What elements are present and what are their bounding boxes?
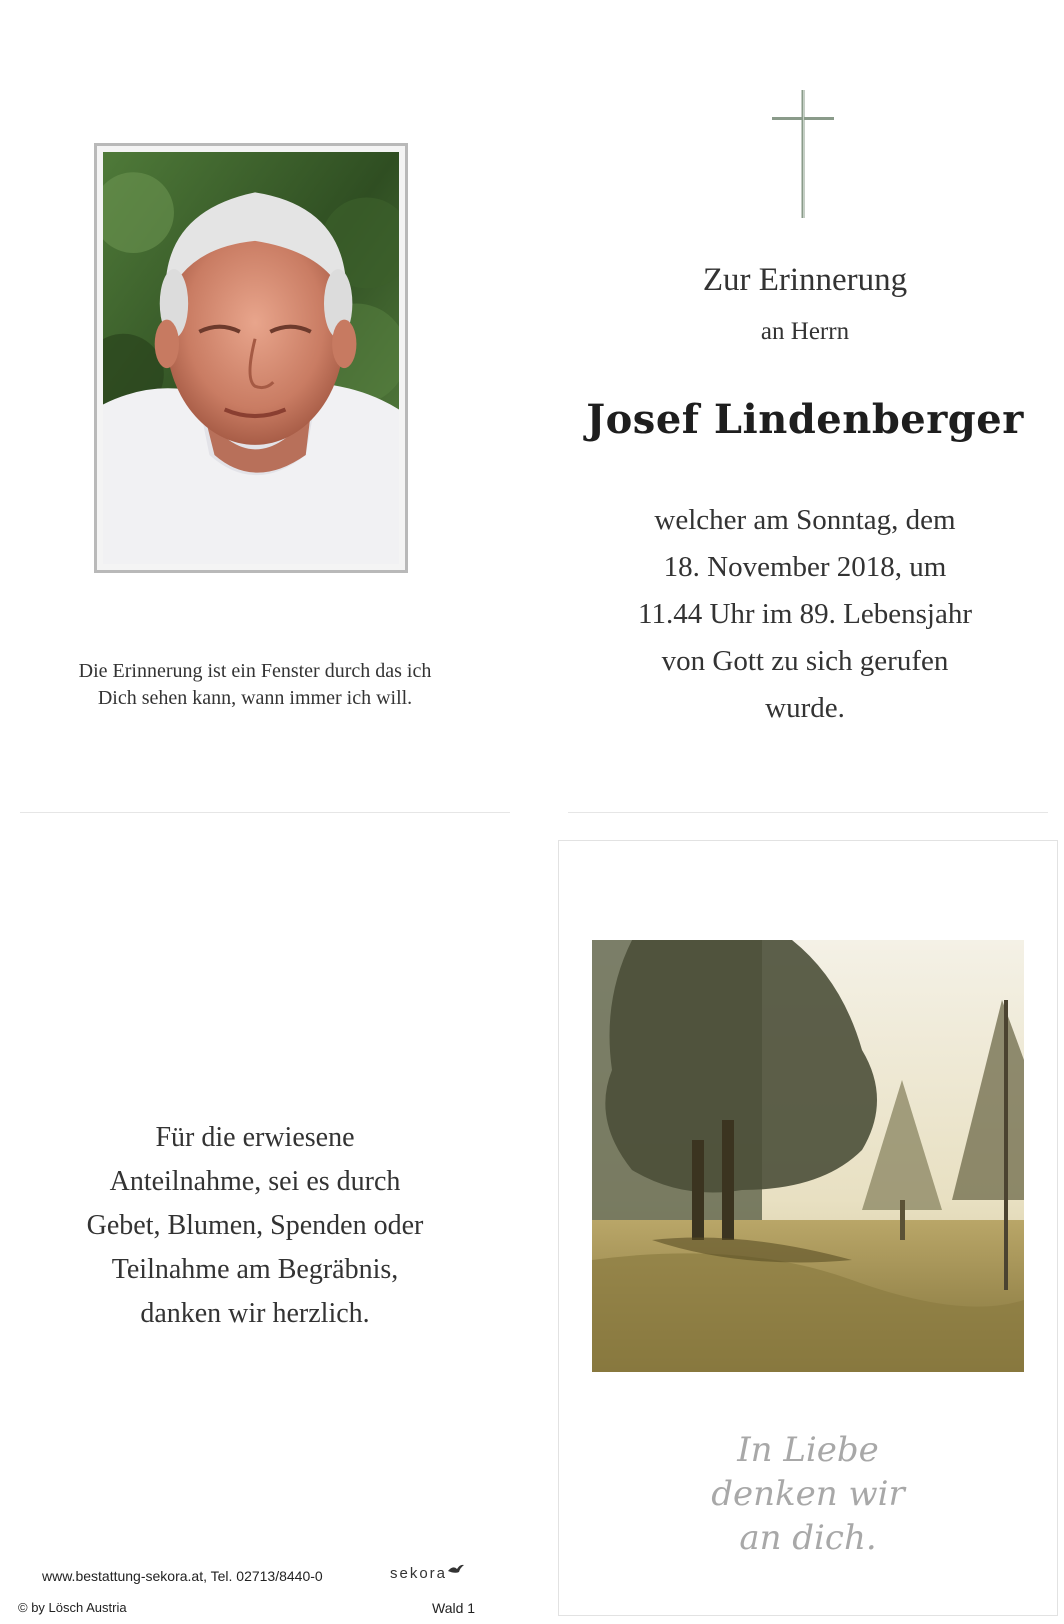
notice-line: wurde. (765, 692, 845, 724)
copyright-notice: © by Lösch Austria (18, 1600, 127, 1615)
notice-line: 11.44 Uhr im 89. Lebensjahr (638, 598, 972, 630)
notice-line: welcher am Sonntag, dem (654, 504, 956, 536)
fold-divider-right (568, 812, 1048, 813)
script-line-2: denken wir (711, 1474, 905, 1514)
memorial-title: Zur Erinnerung (702, 262, 908, 298)
thanks-text (20, 1116, 490, 1336)
thanks-line: Für die erwiesene (155, 1122, 355, 1153)
thanks-line: danken wir herzlich. (140, 1298, 370, 1329)
quote-line-1: Die Erinnerung ist ein Fenster durch das ich (78, 660, 432, 682)
funeral-home-logo: sekora (390, 1565, 448, 1582)
portrait-photo (103, 152, 399, 564)
fold-divider-left (20, 812, 510, 813)
script-line-3: an dich. (739, 1518, 877, 1558)
forest-landscape-image (592, 940, 1024, 1372)
funeral-home-contact: www.bestattung-sekora.at, Tel. 02713/8440-0 (42, 1568, 323, 1584)
thanks-line: Gebet, Blumen, Spenden oder (86, 1210, 424, 1241)
portrait-photo-frame (94, 143, 408, 573)
bird-logo-icon (447, 1563, 465, 1575)
script-line-1: In Liebe (737, 1430, 879, 1470)
cross-icon (772, 90, 834, 218)
deceased-name: Josef Lindenberger (586, 396, 1024, 443)
notice-line: 18. November 2018, um (663, 551, 947, 583)
death-notice-text (560, 497, 1050, 732)
quote-line-2: Dich sehen kann, wann immer ich will. (97, 687, 413, 709)
memorial-subtitle: an Herrn (760, 318, 850, 345)
notice-line: von Gott zu sich gerufen (661, 645, 949, 677)
design-code: Wald 1 (432, 1600, 476, 1616)
thanks-line: Anteilnahme, sei es durch (109, 1166, 401, 1197)
memorial-quote (20, 658, 490, 712)
thanks-line: Teilnahme am Begräbnis, (111, 1254, 399, 1285)
